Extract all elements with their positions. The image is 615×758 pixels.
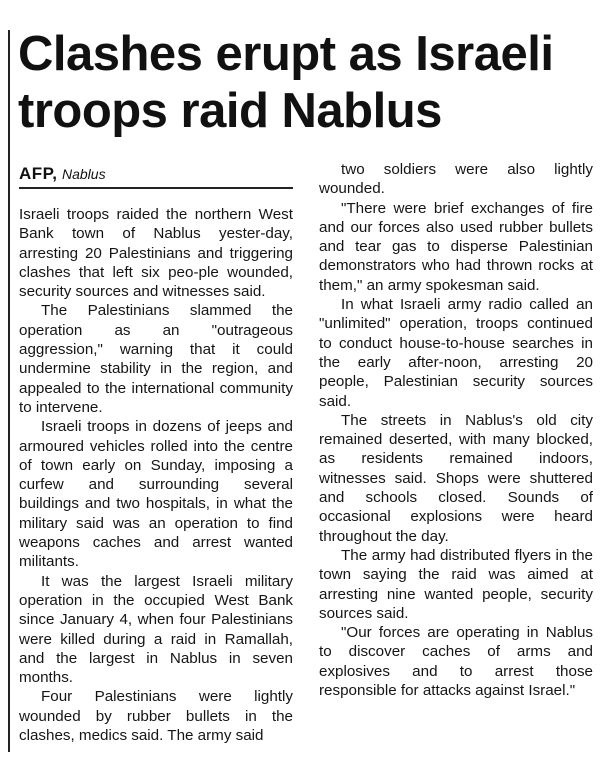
paragraph-continued: two soldiers were also lightly wounded. (319, 161, 593, 198)
paragraph: "Our forces are operating in Nablus to discover caches of arms and explosives and to arrest those responsible for attacks against Israel." (319, 624, 593, 700)
paragraph: Four Palestinians were lightly wounded by rubber bullets in the clashes, medics said. The army said (19, 688, 293, 745)
paragraph: The army had distributed flyers in the town saying the raid was aimed at arresting nine wanted people, security sources said. (319, 546, 593, 622)
article-column-1 (19, 205, 293, 745)
headline: Clashes erupt as Israeli troops raid Nablus (18, 27, 554, 138)
byline-agency: AFP, (19, 164, 58, 183)
paragraph: "There were brief exchanges of fire and our forces also used rubber bullets and tear gas to disperse Palestinian demonstrators who had thrown rocks at them," an army spokesman said. (319, 199, 593, 294)
byline-place: Nablus (62, 166, 106, 182)
paragraph: Israeli troops raided the northern West Bank town of Nablus yester-day, arresting 20 Palestinians and triggering clashes that left six peo-ple wounded, security sources and witnesses said. (19, 206, 293, 301)
paragraph: The Palestinians slammed the operation as an "outrageous aggression," warning that it could undermine stability in the region, and appealed to the international community to intervene. (19, 302, 293, 416)
paragraph: In what Israeli army radio called an "unlimited" operation, troops continued to conduct house-to-house searches in the early after-noon, arresting 20 people, Palestinian security sources said. (319, 296, 593, 410)
article-column-2 (319, 160, 593, 700)
paragraph: It was the largest Israeli military operation in the occupied West Bank since January 4, when four Palestinians were killed during a raid in Ramallah, and the largest in Nablus in seven months. (19, 572, 293, 687)
column-rule (8, 30, 10, 752)
byline-rule (19, 187, 293, 189)
byline (19, 164, 106, 184)
paragraph: The streets in Nablus's old city remained deserted, with many blocked, as residents remained indoors, witnesses said. Shops were shuttered and schools closed. Sounds of occasional explosions were heard throughout the day. (319, 411, 593, 545)
paragraph: Israeli troops in dozens of jeeps and armoured vehicles rolled into the centre of town early on Sunday, imposing a curfew and surrounding several buildings and two hospitals, in what the military said was an operation to find weapons caches and arrest wanted militants. (19, 418, 293, 571)
